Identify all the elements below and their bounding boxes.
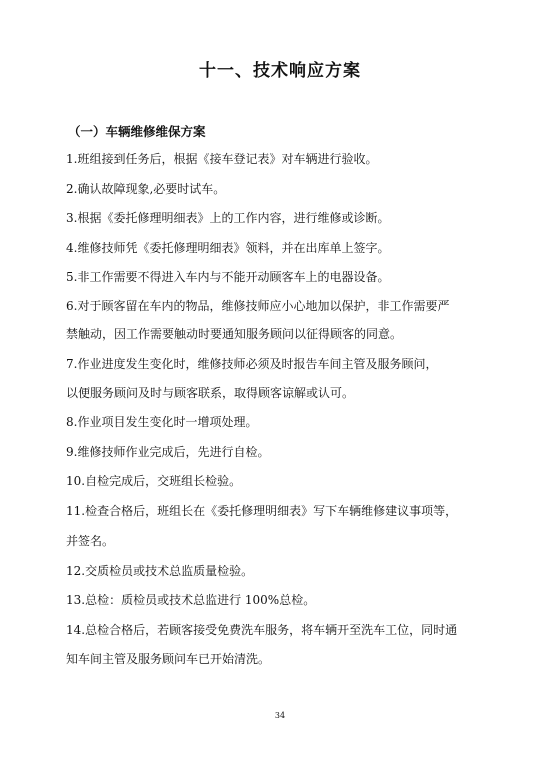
text-line: 并签名。	[66, 534, 115, 548]
text-line: 8.作业项目发生变化时一增项处理。	[66, 415, 258, 429]
text-line: 5.非工作需要不得进入车内与不能开动顾客车上的电器设备。	[66, 270, 390, 284]
text-line: 13.总检：质检员或技术总监进行 100%总检。	[66, 593, 316, 607]
text-line: 知车间主管及服务顾问车已开始清洗。	[66, 652, 271, 666]
text-line: 7.作业进度发生变化时，维修技师必须及时报告车间主管及服务顾问，	[66, 357, 438, 371]
text-line: 3.根据《委托修理明细表》上的工作内容，进行维修或诊断。	[66, 211, 390, 225]
text-line: 6.对于顾客留在车内的物品，维修技师应小心地加以保护，非工作需要严	[66, 299, 450, 313]
page-title: 十一、技术响应方案	[199, 61, 361, 81]
text-line: 9.维修技师作业完成后，先进行自检。	[66, 445, 270, 459]
section-heading: （一）车辆维修维保方案	[68, 124, 206, 139]
text-line: 以便服务顾问及时与顾客联系，取得顾客谅解或认可。	[66, 386, 355, 400]
text-line: 1.班组接到任务后，根据《接车登记表》对车辆进行验收。	[66, 152, 378, 166]
text-line: 禁触动，因工作需要触动时要通知服务顾问以征得顾客的同意。	[66, 327, 403, 341]
text-line: 14.总检合格后，若顾客接受免费洗车服务，将车辆开至洗车工位，同时通	[66, 623, 458, 637]
text-line: 2.确认故障现象,必要时试车。	[66, 182, 226, 196]
page-number: 34	[274, 711, 286, 720]
text-line: 4.维修技师凭《委托修理明细表》领料，并在出库单上签字。	[66, 241, 390, 255]
text-line: 11.检查合格后，班组长在《委托修理明细表》写下车辆维修建议事项等，	[66, 504, 458, 518]
text-line: 12.交质检员或技术总监质量检验。	[66, 564, 254, 578]
text-line: 10.自检完成后，交班组长检验。	[66, 474, 242, 488]
